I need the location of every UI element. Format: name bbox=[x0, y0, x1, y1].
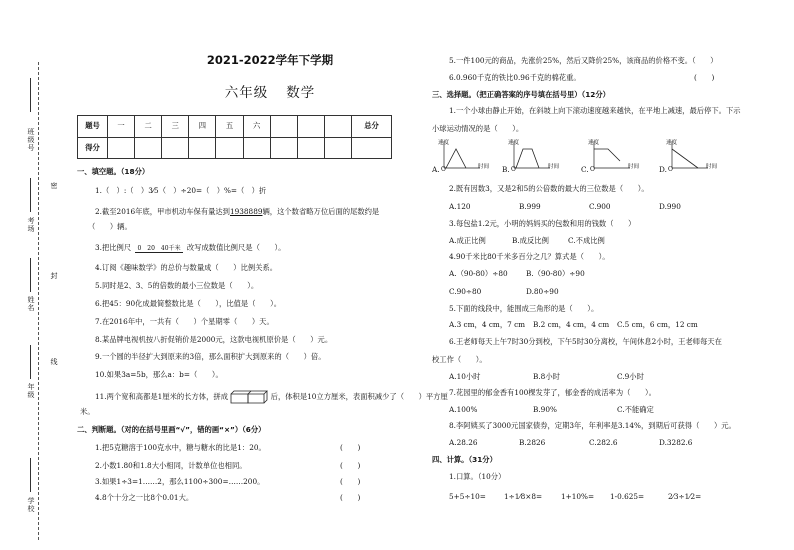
cell-q1: 一 bbox=[108, 116, 135, 138]
binding-field-name[interactable] bbox=[30, 258, 31, 292]
question-11-text: 11.两个宽和高都是1厘米的长方体，拼成 bbox=[95, 392, 228, 401]
choice-2-option-b: B.999 bbox=[519, 202, 541, 211]
question-11 bbox=[95, 390, 448, 404]
cell-q2: 二 bbox=[135, 116, 162, 138]
calc-item-5: 2⁄3÷1⁄2= bbox=[668, 492, 702, 501]
judge-5: 5.一件100元的商品，先涨价25%，然后又降价25%，该商品的价格不变。（ ） bbox=[449, 56, 718, 65]
cell-score-label: 得分 bbox=[78, 137, 108, 159]
choice-6-option-c: C.9小时 bbox=[617, 372, 644, 381]
choice-3: 3.每包盐1.2元，小明的妈妈买的包数和用的钱数（ ） bbox=[449, 219, 636, 228]
graph-a-option: A. bbox=[432, 165, 440, 174]
graph-b-time-label: 时间 bbox=[548, 164, 560, 170]
choice-6-option-a: A.10小时 bbox=[449, 372, 481, 381]
graph-a-time-label: 时间 bbox=[478, 164, 490, 170]
graph-b-option: B. bbox=[502, 165, 510, 174]
choice-4-option-c: C.90÷80 bbox=[449, 287, 482, 296]
question-7: 7.在2016年中，一共有（ ）个星期零（ ）天。 bbox=[95, 317, 274, 326]
choice-7-option-c: C.不能确定 bbox=[617, 405, 654, 414]
choice-1-continued: 小球运动情况的是（ ）。 bbox=[432, 124, 524, 133]
binding-field-room[interactable] bbox=[30, 178, 31, 212]
score-table-row-scores bbox=[78, 137, 392, 159]
answer-blank-j3[interactable]: ( ) bbox=[340, 477, 361, 486]
graph-d-origin: O bbox=[668, 166, 673, 173]
judge-6: 6.0.960千克的铁比0.96千克的棉花重。 bbox=[449, 73, 581, 82]
score-cell-total[interactable] bbox=[352, 137, 392, 159]
section-choice-header: 三、选择题。（把正确答案的序号填在括号里）（12分） bbox=[432, 90, 610, 99]
choice-3-option-c: C.不成比例 bbox=[568, 236, 605, 245]
choice-2-option-d: D.990 bbox=[659, 202, 681, 211]
section-calc-header: 四、计算。（31分） bbox=[432, 455, 497, 464]
seal-feng: 封 bbox=[50, 272, 58, 279]
score-cell[interactable] bbox=[243, 137, 270, 159]
score-cell[interactable] bbox=[189, 137, 216, 159]
score-cell[interactable] bbox=[162, 137, 189, 159]
cell-empty-1 bbox=[270, 116, 297, 138]
calc-item-3: 1+10%= bbox=[561, 492, 595, 501]
cell-q5: 五 bbox=[216, 116, 243, 138]
choice-1: 1.一个小球由静止开始，在斜坡上向下滚动速度越来越快，在平地上减速，最后停下。下示 bbox=[449, 106, 741, 115]
choice-8: 8.李阿姨买了3000元国家债券，定期3年，年利率是3.14%，到期后可获得（ ）元。 bbox=[449, 421, 736, 430]
calc-item-2: 1÷1⁄8×8= bbox=[504, 492, 543, 501]
score-cell[interactable] bbox=[324, 137, 351, 159]
question-2-continued: （ ）辆。 bbox=[88, 222, 132, 231]
score-cell[interactable] bbox=[297, 137, 324, 159]
binding-label-room: 考场 bbox=[27, 217, 35, 233]
question-11-text-b: 后，体积是10立方厘米，表面积减少了（ ）平方厘 bbox=[270, 392, 448, 401]
question-3 bbox=[95, 243, 285, 253]
score-cell[interactable] bbox=[108, 137, 135, 159]
calc-oral-header: 1.口算。（10分） bbox=[449, 472, 506, 481]
graph-a-axis-label: 速度 bbox=[438, 140, 450, 146]
section-true-false-header: 二、判断题。（对的在括号里画“√”，错的画“×”）（6分） bbox=[77, 425, 266, 434]
graph-c-time-label: 时间 bbox=[628, 164, 640, 170]
judge-1: 1.把5克糖溶于100克水中，糖与糖水的比是1：20。 bbox=[95, 443, 266, 452]
score-cell[interactable] bbox=[270, 137, 297, 159]
question-4: 4.订阅《趣味数学》的总价与数量成（ ）比例关系。 bbox=[95, 263, 278, 272]
score-cell[interactable] bbox=[135, 137, 162, 159]
cell-q4: 四 bbox=[189, 116, 216, 138]
cuboids-figure bbox=[230, 390, 268, 404]
cell-q3: 三 bbox=[162, 116, 189, 138]
seal-xian: 线 bbox=[50, 358, 58, 365]
choice-7-option-a: A.100% bbox=[449, 405, 478, 414]
graph-b-origin: O bbox=[511, 166, 516, 173]
binding-label-grade: 年级 bbox=[27, 383, 35, 399]
score-cell[interactable] bbox=[216, 137, 243, 159]
question-6: 6.把45：90化成最简整数比是（ ），比值是（ ）。 bbox=[95, 299, 282, 308]
choice-5-option-c: C.5 cm，6 cm，12 cm bbox=[617, 320, 698, 329]
choice-8-option-c: C.282.6 bbox=[589, 438, 618, 447]
judge-2: 2.小数1.80和1.8大小相同，计数单位也相同。 bbox=[95, 461, 247, 470]
graph-c-option: C. bbox=[581, 165, 589, 174]
choice-2-option-c: C.900 bbox=[589, 202, 611, 211]
graph-c-axis-label: 速度 bbox=[588, 140, 600, 146]
binding-dashed-line bbox=[38, 62, 39, 540]
choice-3-option-b: B.成反比例 bbox=[512, 236, 549, 245]
cell-empty-3 bbox=[324, 116, 351, 138]
judge-4: 4.8个十分之一比8个0.01大。 bbox=[95, 493, 194, 502]
exam-title: 2021-2022学年下学期 bbox=[206, 53, 334, 67]
question-2-text-b: 辆，这个数省略万位后面的尾数约是 bbox=[262, 207, 380, 216]
binding-field-grade[interactable] bbox=[30, 345, 31, 379]
question-2-number: 1938889 bbox=[229, 207, 263, 216]
seal-mi: 密 bbox=[50, 182, 58, 189]
cell-header-label: 题号 bbox=[78, 116, 108, 138]
answer-blank-j1[interactable]: ( ) bbox=[340, 443, 361, 452]
score-table bbox=[77, 115, 392, 159]
choice-8-option-d: D.3282.6 bbox=[659, 438, 693, 447]
question-9: 9.一个圆的半径扩大到原来的3倍，那么面积扩大到原来的（ ）倍。 bbox=[95, 352, 326, 361]
choice-8-option-b: B.2826 bbox=[519, 438, 546, 447]
choice-6-option-b: B.8小时 bbox=[533, 372, 560, 381]
choice-8-option-a: A.28.26 bbox=[449, 438, 478, 447]
choice-2: 2.既有因数3，又是2和5的公倍数的最大的三位数是（ ）。 bbox=[449, 184, 649, 193]
score-table-row-headers bbox=[78, 116, 392, 138]
choice-7: 7.花园里的郁金香有100棵发芽了，郁金香的成活率为（ ）。 bbox=[449, 388, 656, 397]
cell-empty-2 bbox=[297, 116, 324, 138]
choice-4-option-a: A.（90-80）÷80 bbox=[449, 269, 508, 278]
section-fill-in-header: 一、填空题。（18分） bbox=[77, 167, 150, 176]
choice-4: 4.90千米比80千米多百分之几？算式是（ ）。 bbox=[449, 252, 610, 261]
choice-7-option-b: B.90% bbox=[533, 405, 557, 414]
binding-label-name: 姓名 bbox=[27, 296, 35, 312]
exam-subtitle bbox=[190, 81, 350, 101]
choice-6-continued: 校工作（ ）。 bbox=[432, 355, 487, 364]
calc-item-4: 1-0.625= bbox=[610, 492, 645, 501]
question-3-text: 3.把比例尺 bbox=[95, 243, 132, 252]
question-8: 8.某品牌电视机按八折促销价是2000元，这款电视机原价是（ ）元。 bbox=[95, 335, 333, 344]
question-5: 5.同时是2、3、5的倍数的最小三位数是（ ）。 bbox=[95, 281, 259, 290]
binding-label-school: 学校 bbox=[27, 497, 35, 513]
graph-a-origin: O bbox=[441, 166, 446, 173]
choice-5-option-a: A.3 cm，4 cm，7 cm bbox=[449, 320, 526, 329]
binding-field-school[interactable] bbox=[30, 458, 31, 492]
scale-bar: 0 20 40千米 bbox=[137, 245, 181, 252]
calc-item-1: 5+5÷10= bbox=[449, 492, 486, 501]
question-1: 1.（ ）:（ ）3⁄5（ ）÷20=（ ）%=（ ）折 bbox=[95, 186, 267, 195]
choice-6: 6.王老师每天上午7时30分到校，下午5时30分离校，午间休息2小时，王老师每天在 bbox=[449, 337, 722, 346]
answer-blank-j4[interactable]: ( ) bbox=[340, 493, 361, 502]
graph-b-axis-label: 速度 bbox=[508, 140, 520, 146]
cell-q6: 六 bbox=[243, 116, 270, 138]
answer-blank-j6[interactable]: ( ) bbox=[694, 73, 715, 82]
question-11-continued: 米。 bbox=[80, 407, 95, 416]
choice-2-option-a: A.120 bbox=[449, 202, 471, 211]
question-10: 10.如果3a=5b，那么a：b=（ ）。 bbox=[95, 370, 223, 379]
question-2-text: 2.截至2016年底，甲市机动车保有量达到 bbox=[95, 207, 230, 216]
grade-label: 六年级 bbox=[224, 85, 269, 101]
choice-5-option-b: B.2 cm，4 cm，4 cm bbox=[533, 320, 610, 329]
choice-5: 5.下面的线段中，能围成三角形的是（ ）。 bbox=[449, 304, 599, 313]
judge-3: 3.如果1÷3=1……2，那么1100÷300=……200。 bbox=[95, 477, 265, 486]
graph-d-time-label: 时间 bbox=[706, 164, 718, 170]
binding-field-class[interactable] bbox=[30, 78, 31, 112]
choice-4-option-d: D.80÷90 bbox=[526, 287, 559, 296]
graph-d-option: D. bbox=[659, 165, 667, 174]
choice-4-option-b: B.（90-80）÷90 bbox=[526, 269, 585, 278]
binding-label-class: 班级号 bbox=[27, 128, 35, 152]
graph-d-axis-label: 速度 bbox=[666, 140, 678, 146]
question-2 bbox=[95, 207, 379, 217]
subject-label: 数学 bbox=[286, 85, 316, 101]
choice-3-option-a: A.成正比例 bbox=[449, 236, 486, 245]
graph-c-origin: O bbox=[590, 166, 595, 173]
question-3-text-b: 改写成数值比例尺是（ ）。 bbox=[186, 243, 286, 252]
answer-blank-j2[interactable]: ( ) bbox=[340, 461, 361, 470]
cell-total-label: 总分 bbox=[352, 116, 392, 138]
